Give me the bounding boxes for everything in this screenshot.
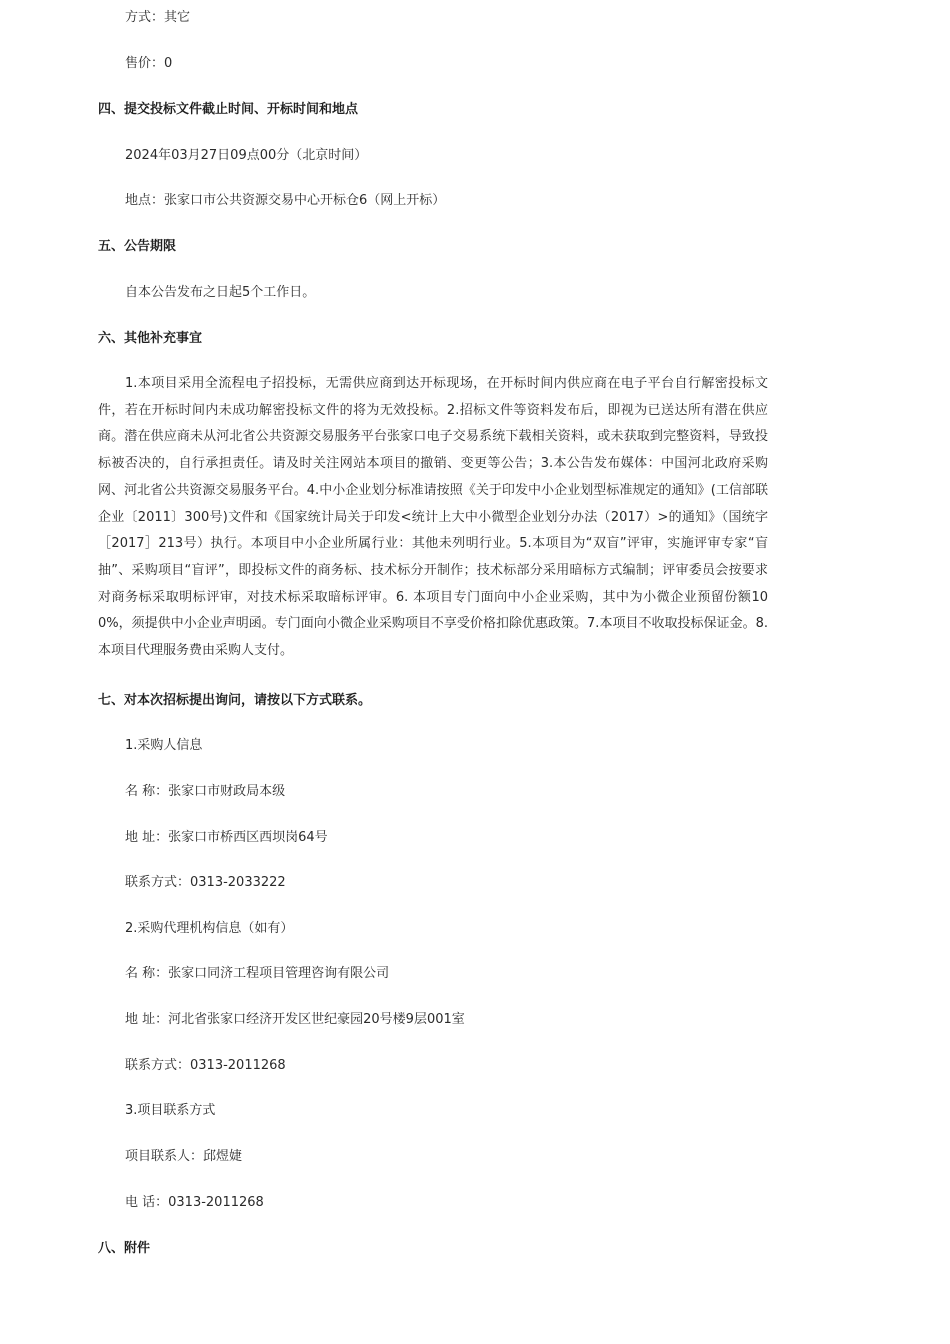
purchaser-contact: 联系方式：0313-2033222 xyxy=(125,875,286,890)
section-heading-deadline: 四、提交投标文件截止时间、开标时间和地点 xyxy=(98,102,359,117)
purchaser-name: 名 称：张家口市财政局本级 xyxy=(125,784,286,799)
agency-info-title: 2.采购代理机构信息（如有） xyxy=(125,921,294,936)
section-heading-period: 五、公告期限 xyxy=(98,239,177,254)
project-contact-person: 项目联系人：邱煜婕 xyxy=(125,1149,243,1164)
document-price: 售价：0 xyxy=(125,56,173,71)
project-contact-title: 3.项目联系方式 xyxy=(125,1103,216,1118)
agency-contact: 联系方式：0313-2011268 xyxy=(125,1058,286,1073)
purchase-method: 方式：其它 xyxy=(125,10,191,25)
section-heading-attachments: 八、附件 xyxy=(98,1241,151,1256)
purchaser-info-title: 1.采购人信息 xyxy=(125,738,203,753)
bid-location: 地点：张家口市公共资源交易中心开标仓6（网上开标） xyxy=(125,193,446,208)
agency-name: 名 称：张家口同济工程项目管理咨询有限公司 xyxy=(125,966,390,981)
agency-address: 地 址：河北省张家口经济开发区世纪豪园20号楼9层001室 xyxy=(125,1012,465,1027)
section-heading-supplementary: 六、其他补充事宜 xyxy=(98,331,203,346)
bid-deadline: 2024年03月27日09点00分（北京时间） xyxy=(125,148,368,163)
announcement-period: 自本公告发布之日起5个工作日。 xyxy=(125,285,316,300)
supplementary-paragraph: 1.本项目采用全流程电子招投标，无需供应商到达开标现场，在开标时间内供应商在电子平台自行解密投标文件，若在开标时间内未成功解密投标文件的将为无效投标。2.招标文件等资料发布后，即视为已送达所有潜在供应商。潜在供应商未从河北省公共资源交易服务平台张家口电子交易系统下载相关资料，或未获取到完整资料，导致投标被否决的，自行承担责任。请及时关注网站本项目的撤销、变更等公告；3.本公告发布媒体：中国河北政府采购网、河北省公共资源交易服务平台。4.中小企业划分标准请按照《关于印发中小企业划型标准规定的通知》(工信部联企业〔2011〕300号)文件和《国家统计局关于印发<统计上大中小微型企业划分办法（2017）>的通知》（国统字［2017］213号）执行。本项目中小企业所属行业：其他未列明行业。5.本项目为“双盲”评审，实施评审专家“盲抽”、采购项目“盲评”，即投标文件的商务标、技术标分开制作；技术标部分采用暗标方式编制；评审委员会按要求对商务标采取明标评审，对技术标采取暗标评审。6. 本项目专门面向中小企业采购，其中为小微企业预留份额100%，须提供中小企业声明函。专门面向小微企业采购项目不享受价格扣除优惠政策。7.本项目不收取投标保证金。8.本项目代理服务费由采购人支付。 xyxy=(98,376,768,659)
purchaser-address: 地 址：张家口市桥西区西坝岗64号 xyxy=(125,830,328,845)
project-contact-phone: 电 话：0313-2011268 xyxy=(125,1195,264,1210)
section-heading-contact: 七、对本次招标提出询问，请按以下方式联系。 xyxy=(98,693,372,708)
